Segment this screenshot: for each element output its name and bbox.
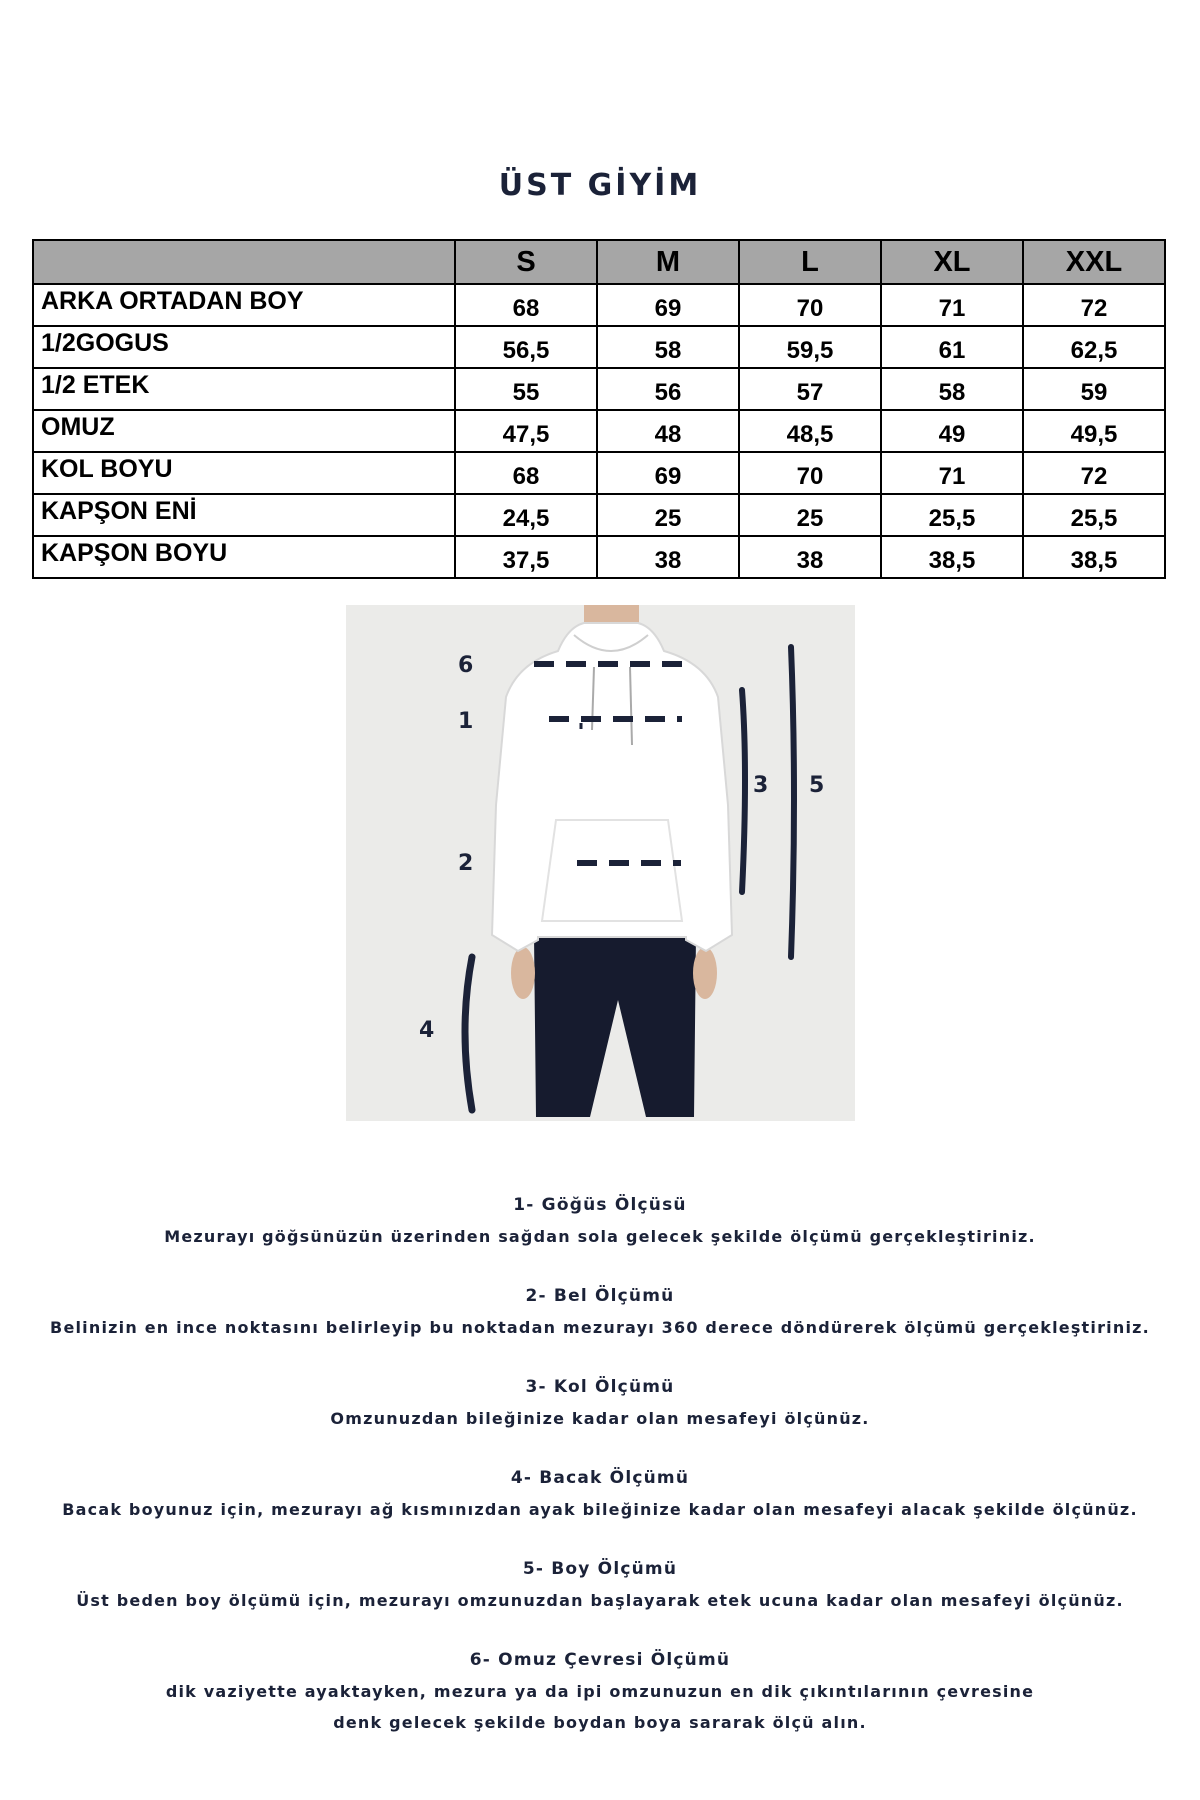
header-cell-size-s: S	[455, 240, 597, 284]
instruction-heading: 2- Bel Ölçümü	[525, 1286, 675, 1306]
row-label: KOL BOYU	[33, 452, 455, 494]
marker-2: 2	[458, 851, 474, 876]
header-cell-size-l: L	[739, 240, 881, 284]
size-table-header-row	[33, 240, 1165, 284]
instruction-item	[0, 1463, 1200, 1525]
table-cell: 69	[597, 284, 739, 326]
table-cell: 49	[881, 410, 1023, 452]
table-cell: 38,5	[1023, 536, 1165, 578]
marker-6: 6	[458, 653, 474, 678]
instruction-item	[0, 1190, 1200, 1252]
table-cell: 48,5	[739, 410, 881, 452]
table-cell: 62,5	[1023, 326, 1165, 368]
table-cell: 25,5	[1023, 494, 1165, 536]
measure-bracket-sleeve	[742, 690, 745, 892]
table-cell: 24,5	[455, 494, 597, 536]
instruction-text: Bacak boyunuz için, mezurayı ağ kısmınızdan ayak bileğinize kadar olan mesafeyi alacak şekilde ölçünüz.	[62, 1500, 1138, 1519]
instruction-heading: 6- Omuz Çevresi Ölçümü	[469, 1650, 731, 1670]
instruction-text: Üst beden boy ölçümü için, mezurayı omzunuzdan başlayarak etek ucuna kadar olan mesafeyi ölçünüz.	[76, 1591, 1124, 1610]
marker-5: 5	[809, 773, 825, 798]
table-cell: 49,5	[1023, 410, 1165, 452]
instruction-item	[0, 1645, 1200, 1738]
row-label: 1/2GOGUS	[33, 326, 455, 368]
instruction-text: denk gelecek şekilde boydan boya sararak ölçü alın.	[333, 1713, 867, 1732]
table-cell: 56	[597, 368, 739, 410]
size-table	[32, 239, 1166, 579]
instruction-item	[0, 1554, 1200, 1616]
header-cell-size-xl: XL	[881, 240, 1023, 284]
marker-1: 1	[458, 709, 474, 734]
table-cell: 71	[881, 284, 1023, 326]
left-hand-shape	[511, 947, 535, 999]
page-title: ÜST GİYİM	[498, 168, 702, 203]
table-cell: 72	[1023, 284, 1165, 326]
measurement-instructions	[0, 1190, 1200, 1767]
instruction-heading: 5- Boy Ölçümü	[522, 1559, 678, 1579]
row-label: ARKA ORTADAN BOY	[33, 284, 455, 326]
row-label: KAPŞON ENİ	[33, 494, 455, 536]
instruction-item	[0, 1281, 1200, 1343]
table-cell: 57	[739, 368, 881, 410]
table-cell: 72	[1023, 452, 1165, 494]
row-label: OMUZ	[33, 410, 455, 452]
table-cell: 71	[881, 452, 1023, 494]
instruction-text: dik vaziyette ayaktayken, mezura ya da ipi omzunuzun en dik çıkıntılarının çevresine	[165, 1682, 1035, 1701]
instruction-text: Mezurayı göğsünüzün üzerinden sağdan sola gelecek şekilde ölçümü gerçekleştiriniz.	[164, 1227, 1036, 1246]
marker-4: 4	[419, 1018, 435, 1043]
table-row	[33, 494, 1165, 536]
instruction-text: Belinizin en ince noktasını belirleyip bu noktadan mezurayı 360 derece döndürerek ölçümü gerçekleştiriniz.	[50, 1318, 1150, 1337]
row-label: KAPŞON BOYU	[33, 536, 455, 578]
header-cell-size-xxl: XXL	[1023, 240, 1165, 284]
table-cell: 25,5	[881, 494, 1023, 536]
table-cell: 38	[597, 536, 739, 578]
table-row	[33, 410, 1165, 452]
measure-bracket-length	[791, 647, 794, 957]
table-cell: 58	[597, 326, 739, 368]
header-cell-size-m: M	[597, 240, 739, 284]
row-label: 1/2 ETEK	[33, 368, 455, 410]
table-cell: 61	[881, 326, 1023, 368]
instruction-heading: 4- Bacak Ölçümü	[510, 1468, 690, 1488]
table-cell: 68	[455, 284, 597, 326]
table-row	[33, 326, 1165, 368]
table-cell: 25	[739, 494, 881, 536]
table-cell: 47,5	[455, 410, 597, 452]
table-cell: 58	[881, 368, 1023, 410]
table-cell: 38,5	[881, 536, 1023, 578]
instruction-heading: 1- Göğüs Ölçüsü	[513, 1195, 687, 1215]
table-cell: 55	[455, 368, 597, 410]
table-row	[33, 368, 1165, 410]
table-row	[33, 536, 1165, 578]
hoodie-shape	[492, 623, 732, 951]
table-cell: 56,5	[455, 326, 597, 368]
marker-3: 3	[753, 773, 769, 798]
measurement-figure	[346, 605, 855, 1121]
table-cell: 70	[739, 284, 881, 326]
table-cell: 59,5	[739, 326, 881, 368]
right-hand-shape	[693, 947, 717, 999]
header-cell-blank	[33, 240, 455, 284]
table-cell: 25	[597, 494, 739, 536]
table-cell: 48	[597, 410, 739, 452]
table-cell: 38	[739, 536, 881, 578]
table-cell: 70	[739, 452, 881, 494]
table-cell: 68	[455, 452, 597, 494]
instruction-heading: 3- Kol Ölçümü	[525, 1377, 675, 1397]
table-cell: 37,5	[455, 536, 597, 578]
table-row	[33, 284, 1165, 326]
table-row	[33, 452, 1165, 494]
table-cell: 69	[597, 452, 739, 494]
table-cell: 59	[1023, 368, 1165, 410]
measurement-illustration	[346, 605, 855, 1121]
instruction-text: Omzunuzdan bileğinize kadar olan mesafeyi ölçünüz.	[330, 1409, 870, 1428]
instruction-item	[0, 1372, 1200, 1434]
